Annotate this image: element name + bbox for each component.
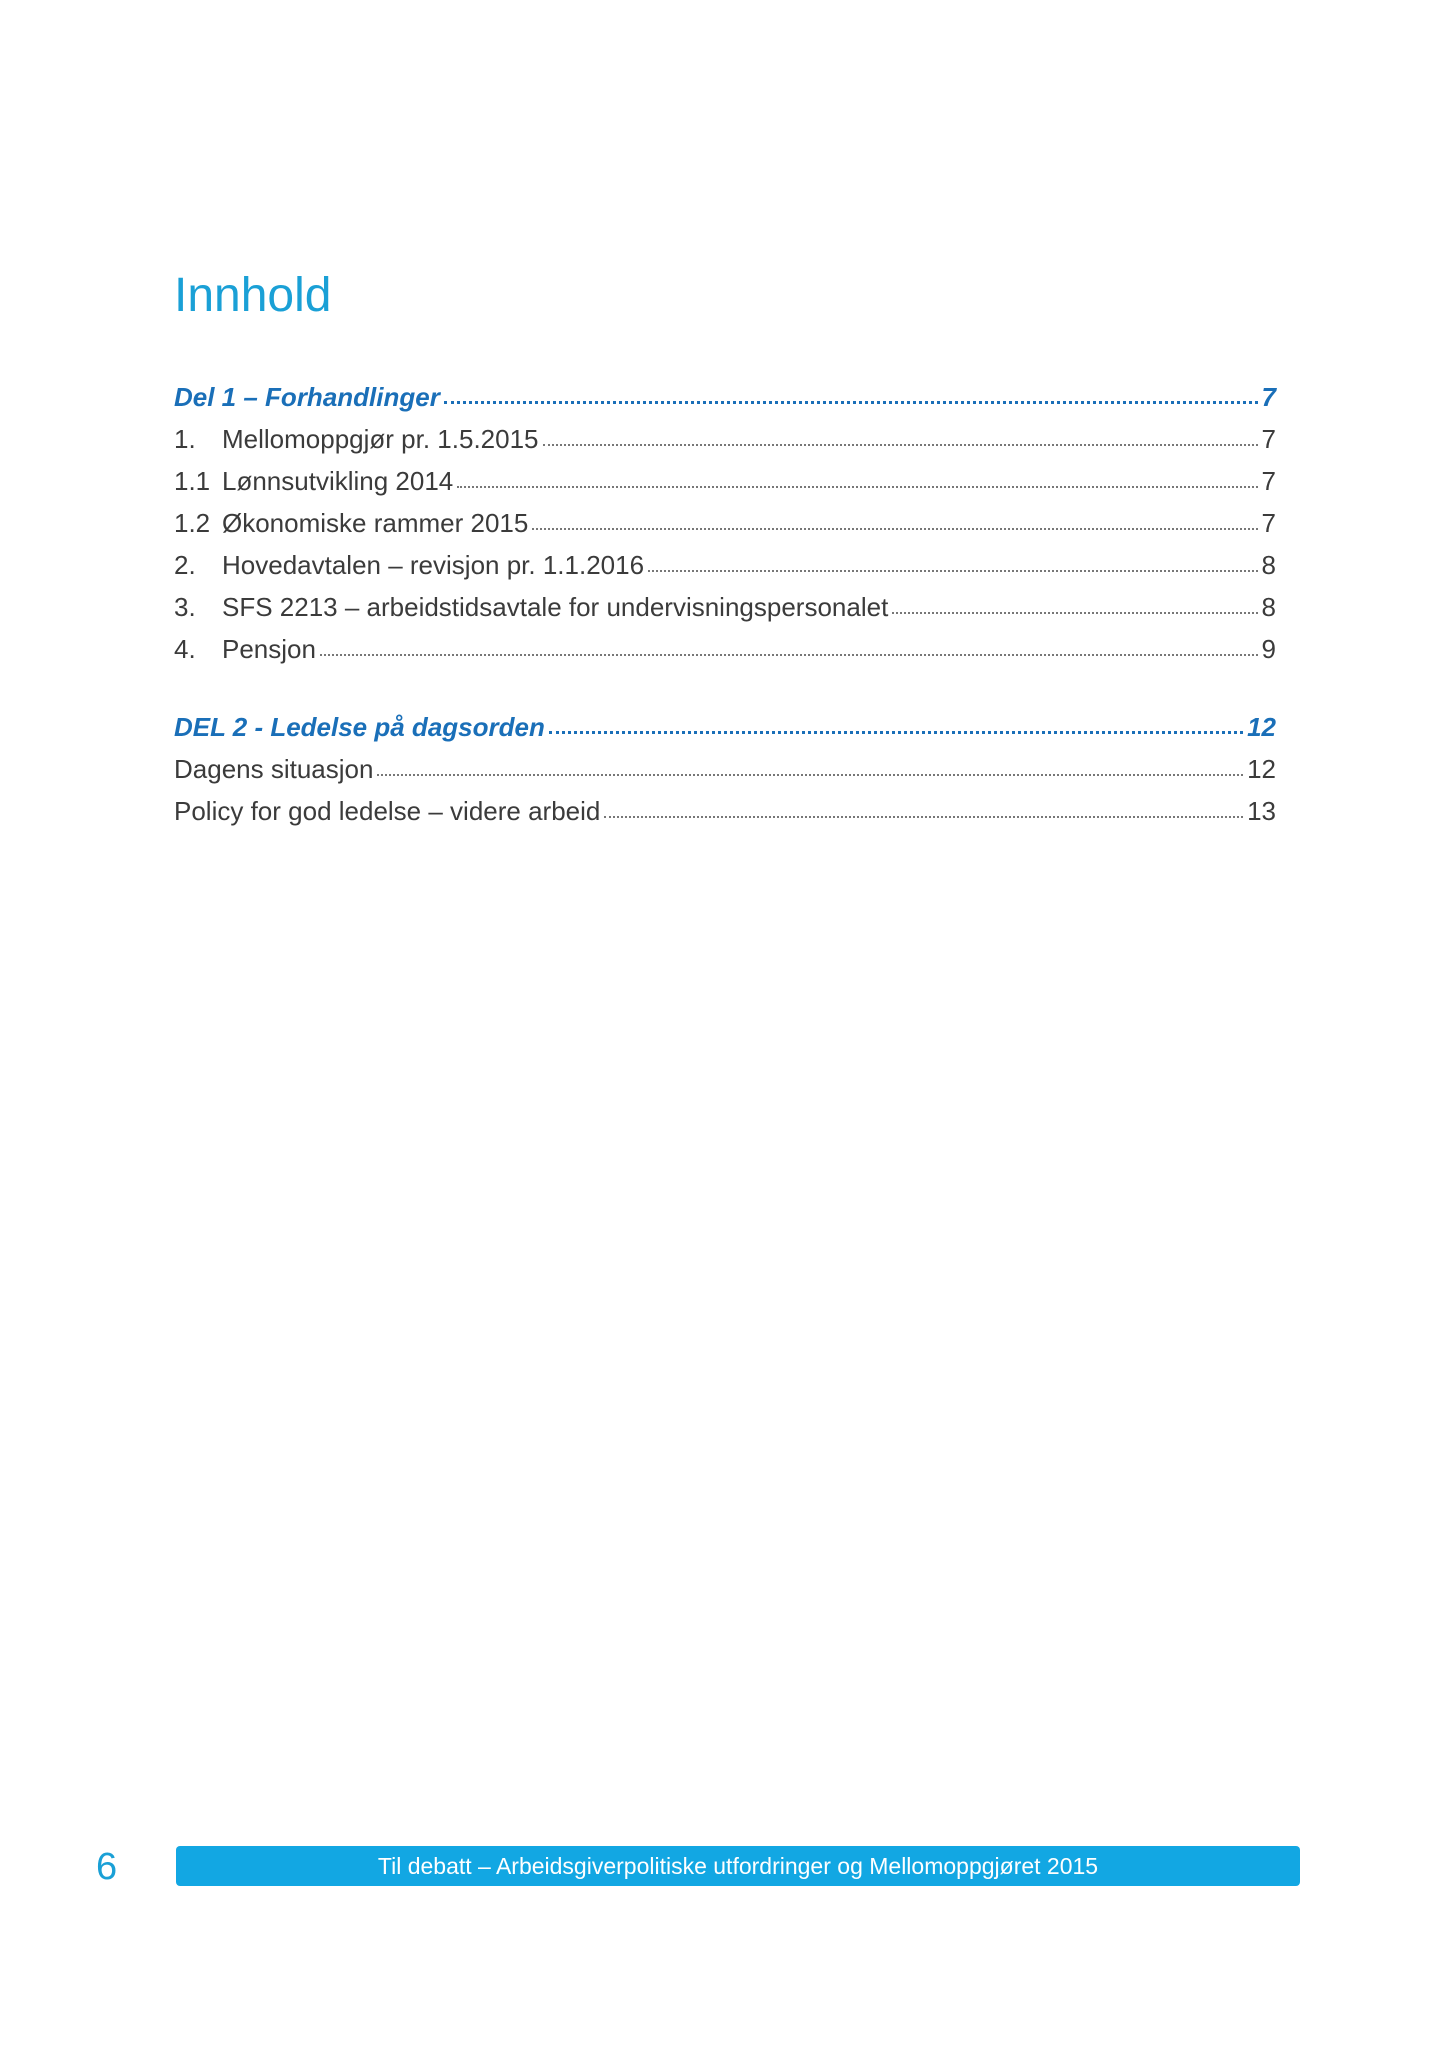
footer-text: Til debatt – Arbeidsgiverpolitiske utfordringer og Mellomoppgjøret 2015 (377, 1852, 1099, 1879)
toc-entry-page: 8 (1261, 550, 1276, 580)
page-title: Innhold (174, 269, 332, 322)
toc-entry-label: SFS 2213 – arbeidstidsavtale for undervisningspersonalet (222, 592, 889, 622)
toc-heading-part-1[interactable] (174, 376, 1276, 418)
toc-entry-label: Lønnsutvikling 2014 (222, 466, 454, 496)
toc-entry-label: Mellomoppgjør pr. 1.5.2015 (222, 424, 539, 454)
toc-part-2 (174, 706, 1276, 832)
dot-leader (457, 486, 1257, 488)
toc-entry-page: 12 (1247, 754, 1276, 784)
toc-entry[interactable] (174, 502, 1276, 544)
toc-entry-page: 8 (1261, 592, 1276, 622)
toc-heading-part-2[interactable] (174, 706, 1276, 748)
toc-entry-label: Økonomiske rammer 2015 (222, 508, 529, 538)
toc-entry-label: Pensjon (222, 634, 316, 664)
toc-entry-number: 1.2 (174, 508, 211, 538)
toc-entry-number: 1. (174, 424, 196, 454)
toc-entry[interactable] (174, 748, 1276, 790)
toc-part-1 (174, 376, 1276, 670)
toc-entry[interactable] (174, 628, 1276, 670)
toc-entry-number: 2. (174, 550, 196, 580)
toc-entry-page: 7 (1261, 466, 1276, 496)
dot-leader (532, 528, 1257, 530)
dot-leader (648, 570, 1257, 572)
toc-entry-page: 9 (1261, 634, 1276, 664)
toc-entry-page: 7 (1261, 424, 1276, 454)
toc-entry-label: Dagens situasjon (174, 754, 374, 784)
dot-leader (543, 444, 1258, 446)
toc-heading-label: DEL 2 - Ledelse på dagsorden (174, 712, 545, 742)
dot-leader (604, 816, 1243, 818)
dot-leader (320, 654, 1258, 656)
toc-entry-number: 4. (174, 634, 196, 664)
toc-entry[interactable] (174, 460, 1276, 502)
toc-entry-page: 13 (1247, 796, 1276, 826)
toc-entry-number: 3. (174, 592, 196, 622)
toc-heading-label: Del 1 – Forhandlinger (174, 382, 440, 412)
toc-entry-page: 7 (1261, 508, 1276, 538)
toc-entry-label: Hovedavtalen – revisjon pr. 1.1.2016 (222, 550, 645, 580)
toc-entry-label: Policy for god ledelse – videre arbeid (174, 796, 601, 826)
toc-entry[interactable] (174, 586, 1276, 628)
toc-entry[interactable] (174, 418, 1276, 460)
toc-heading-page: 12 (1247, 712, 1276, 742)
toc-heading-page: 7 (1261, 382, 1276, 412)
toc-entry[interactable] (174, 544, 1276, 586)
dot-leader (892, 612, 1257, 614)
dot-leader (549, 731, 1243, 734)
toc-entry[interactable] (174, 790, 1276, 832)
dot-leader (444, 401, 1258, 404)
toc-entry-number: 1.1 (174, 466, 211, 496)
dot-leader (377, 774, 1243, 776)
footer-bar (176, 1846, 1300, 1886)
page-number: 6 (96, 1846, 118, 1888)
